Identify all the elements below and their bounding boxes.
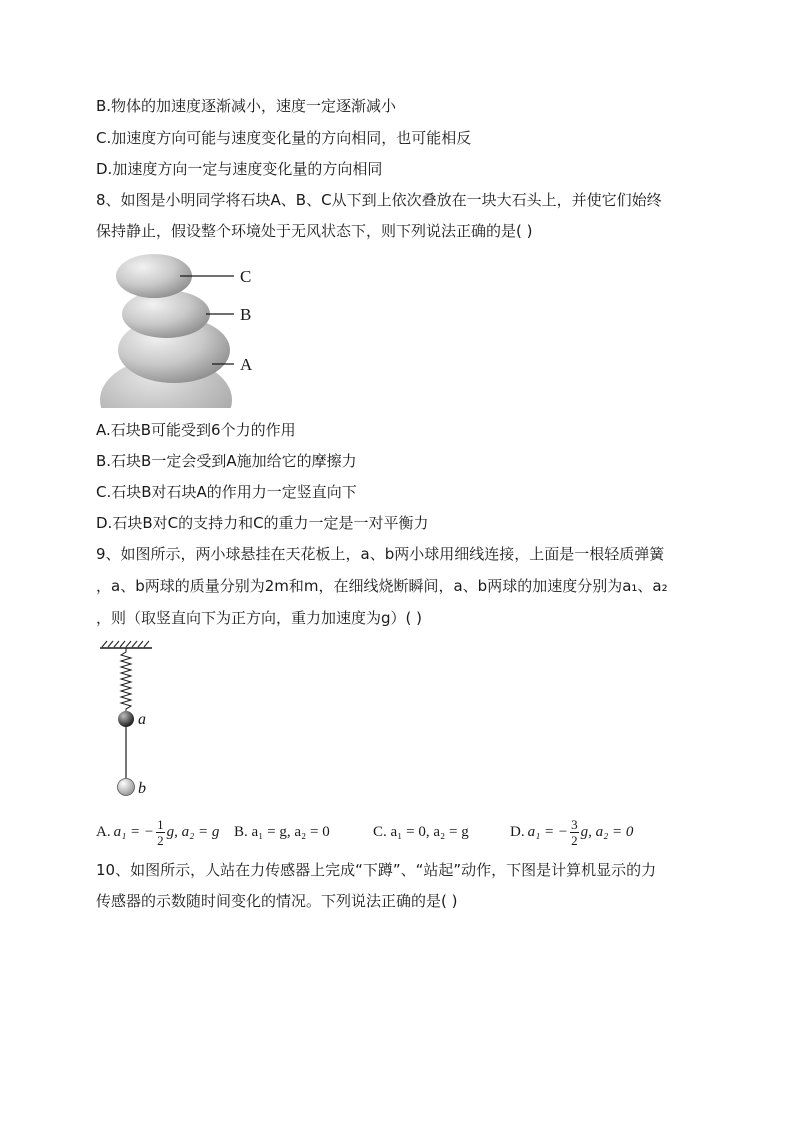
q8-stem-line2: 保持静止，假设整个环境处于无风状态下，则下列说法正确的是( ) <box>96 222 533 240</box>
q9-option-a: A. a₁ = − $\frac{1}{2}$ g, a₂ = g <box>96 816 220 848</box>
q10-stem-line2: 传感器的示数随时间变化的情况。下列说法正确的是( ) <box>96 892 458 910</box>
q8-option-d: D.石块B对C的支持力和C的重力一定是一对平衡力 <box>96 514 429 532</box>
label-ball-a: a <box>138 711 146 728</box>
q9-option-c: C. a₁ = 0, a₂ = g <box>373 823 469 840</box>
q9-option-d: D. a₁ = − $\frac{3}{2}$ g, a₂ = 0 <box>510 816 634 848</box>
fraction-three-halves: $\frac{3}{2}$ <box>571 816 578 848</box>
stacked-stones-figure <box>96 250 276 408</box>
ball-b <box>118 779 135 796</box>
fraction-one-half: $\frac{1}{2}$ <box>157 816 164 848</box>
label-b: B <box>240 305 252 324</box>
q7-option-c: C.加速度方向可能与速度变化量的方向相同，也可能相反 <box>96 129 472 147</box>
q9-stem-line2: ，a、b两球的质量分别为2m和m，在细线烧断瞬间，a、b两球的加速度分别为a₁、a₂ <box>96 577 668 595</box>
q8-option-b: B.石块B一定会受到A施加给它的摩擦力 <box>96 452 357 470</box>
q9-option-b: B. a₁ = g, a₂ = 0 <box>234 823 330 840</box>
q7-option-b: B.物体的加速度逐渐减小，速度一定逐渐减小 <box>96 97 397 115</box>
q8-stem-line1: 8、如图是小明同学将石块A、B、C从下到上依次叠放在一块大石头上，并使它们始终 <box>96 191 662 209</box>
q9-options-row <box>96 810 716 854</box>
label-c: C <box>240 267 252 286</box>
spring-balls-figure <box>96 640 176 800</box>
q10-stem-line1: 10、如图所示，人站在力传感器上完成“下蹲”、“站起”动作，下图是计算机显示的力 <box>96 861 657 879</box>
label-a: A <box>240 355 253 374</box>
ceiling <box>100 641 152 648</box>
stone-b <box>122 290 210 338</box>
q7-option-d: D.加速度方向一定与速度变化量的方向相同 <box>96 160 383 178</box>
q9-stem-line1: 9、如图所示，两小球悬挂在天花板上，a、b两小球用细线连接，上面是一根轻质弹簧 <box>96 545 665 563</box>
ball-a <box>118 711 134 727</box>
label-ball-b: b <box>138 780 146 797</box>
q8-option-a: A.石块B可能受到6个力的作用 <box>96 421 296 439</box>
q9-stem-line3: ，则（取竖直向下为正方向，重力加速度为g）( ) <box>96 609 422 627</box>
q8-option-c: C.石块B对石块A的作用力一定竖直向下 <box>96 483 357 501</box>
spring <box>121 648 131 712</box>
